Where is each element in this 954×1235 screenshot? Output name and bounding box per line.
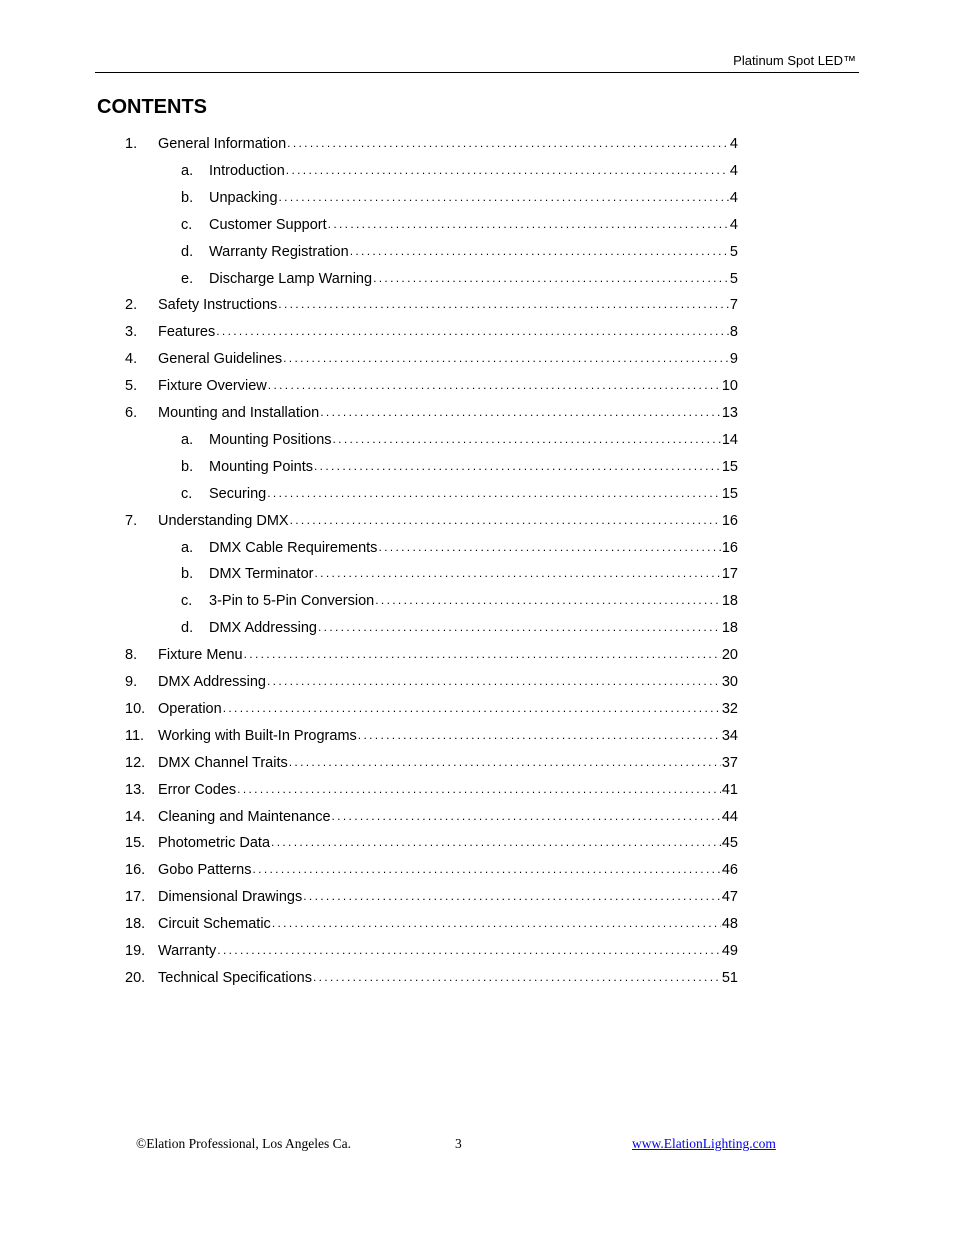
- toc-entry-number: 17.: [125, 889, 146, 906]
- toc-entry-page: 45: [721, 835, 738, 852]
- toc-entry[interactable]: [125, 967, 738, 989]
- toc-entry[interactable]: [125, 671, 738, 693]
- toc-entry-number: b.: [181, 189, 194, 206]
- toc-dot-leader: [278, 297, 729, 313]
- toc-entry[interactable]: [125, 375, 738, 397]
- toc-dot-leader: [328, 217, 729, 233]
- toc-dot-leader: [279, 190, 729, 206]
- toc-entry-title: DMX Channel Traits: [158, 754, 288, 771]
- header-rule: [95, 72, 859, 73]
- toc-entry-page: 13: [721, 405, 738, 421]
- toc-entry-number: a.: [181, 539, 194, 556]
- toc-entry-title: Gobo Patterns: [158, 862, 252, 879]
- toc-entry-number: a.: [181, 431, 194, 448]
- toc-entry-page: 7: [729, 297, 738, 314]
- toc-entry-number: 3.: [125, 324, 138, 341]
- toc-dot-leader: [267, 486, 721, 502]
- toc-entry-number: d.: [181, 243, 194, 260]
- toc-entry-number: e.: [181, 270, 194, 287]
- toc-entry-page: 16: [721, 512, 738, 529]
- toc-entry-page: 4: [729, 162, 738, 179]
- toc-entry[interactable]: [181, 268, 738, 290]
- toc-dot-leader: [350, 244, 729, 260]
- toc-entry[interactable]: [181, 429, 738, 451]
- footer-copyright: ©Elation Professional, Los Angeles Ca.: [136, 1136, 351, 1151]
- toc-entry-number: 9.: [125, 674, 138, 690]
- toc-entry-number: c.: [181, 485, 193, 502]
- toc-entry[interactable]: [125, 940, 738, 962]
- contents-heading: CONTENTS: [97, 96, 207, 118]
- toc-entry-page: 18: [721, 620, 738, 637]
- toc-entry[interactable]: [125, 779, 738, 801]
- toc-dot-leader: [332, 809, 721, 825]
- toc-entry-title: Unpacking: [209, 189, 278, 206]
- toc-dot-leader: [358, 728, 721, 744]
- toc-entry[interactable]: [181, 590, 738, 612]
- toc-dot-leader: [217, 943, 721, 959]
- toc-entry-title: Technical Specifications: [158, 969, 312, 986]
- toc-entry-number: 5.: [125, 378, 138, 395]
- toc-dot-leader: [244, 647, 721, 663]
- toc-entry-number: 18.: [125, 916, 146, 933]
- toc-entry-page: 30: [721, 674, 738, 690]
- toc-entry-page: 15: [721, 485, 738, 502]
- toc-entry[interactable]: [125, 886, 738, 908]
- toc-entry-title: Photometric Data: [158, 835, 271, 852]
- toc-entry-number: 13.: [125, 781, 146, 798]
- toc-entry-title: DMX Terminator: [209, 566, 314, 583]
- toc-dot-leader: [378, 540, 720, 556]
- toc-dot-leader: [313, 970, 721, 986]
- toc-entry-number: 6.: [125, 405, 138, 421]
- toc-entry-page: 9: [729, 351, 738, 368]
- toc-entry[interactable]: [125, 752, 738, 774]
- toc-entry-title: Working with Built-In Programs: [158, 727, 357, 744]
- toc-entry-number: 14.: [125, 808, 146, 825]
- toc-entry[interactable]: [125, 510, 738, 532]
- toc-entry[interactable]: [181, 483, 738, 505]
- toc-entry[interactable]: [125, 644, 738, 666]
- toc-entry-page: 41: [721, 781, 738, 798]
- toc-entry-title: Warranty Registration: [209, 243, 349, 260]
- toc-dot-leader: [375, 593, 721, 609]
- toc-dot-leader: [303, 889, 721, 905]
- toc-dot-leader: [333, 432, 721, 448]
- toc-dot-leader: [253, 862, 721, 878]
- toc-entry-number: 4.: [125, 351, 138, 368]
- toc-dot-leader: [314, 459, 721, 475]
- toc-dot-leader: [267, 674, 721, 690]
- toc-dot-leader: [287, 136, 729, 152]
- toc-entry[interactable]: [181, 563, 738, 585]
- toc-entry[interactable]: [125, 806, 738, 828]
- toc-entry-title: Mounting Positions: [209, 431, 332, 448]
- toc-dot-leader: [283, 351, 729, 367]
- toc-dot-leader: [373, 271, 729, 287]
- toc-entry-title: General Guidelines: [158, 351, 283, 368]
- toc-entry[interactable]: [181, 160, 738, 182]
- toc-entry-title: Customer Support: [209, 216, 327, 233]
- header-title: Platinum Spot LED™: [733, 53, 856, 68]
- toc-entry-number: 15.: [125, 835, 146, 852]
- toc-entry[interactable]: [125, 321, 738, 343]
- toc-entry-number: 7.: [125, 512, 138, 529]
- toc-entry-number: 19.: [125, 943, 146, 959]
- toc-dot-leader: [237, 782, 721, 798]
- toc-dot-leader: [314, 566, 720, 582]
- toc-entry[interactable]: [125, 348, 738, 370]
- toc-entry-page: 8: [729, 324, 738, 341]
- toc-entry[interactable]: [125, 133, 738, 155]
- toc-entry[interactable]: [125, 913, 738, 935]
- toc-entry-number: 1.: [125, 136, 138, 152]
- toc-entry[interactable]: [125, 725, 738, 747]
- toc-entry-title: DMX Cable Requirements: [209, 539, 378, 556]
- toc-entry-page: 48: [721, 916, 738, 933]
- toc-entry-number: b.: [181, 458, 194, 475]
- toc-dot-leader: [286, 163, 729, 179]
- toc-entry[interactable]: [125, 402, 738, 424]
- toc-entry-title: Understanding DMX: [158, 512, 289, 529]
- toc-entry-title: General Information: [158, 136, 287, 152]
- toc-entry-number: 2.: [125, 297, 138, 314]
- toc-entry-page: 44: [721, 808, 738, 825]
- toc-entry-page: 34: [721, 727, 738, 744]
- toc-entry-page: 37: [721, 754, 738, 771]
- toc-entry-title: Introduction: [209, 162, 285, 179]
- toc-entry-title: Error Codes: [158, 781, 237, 798]
- toc-entry-title: DMX Addressing: [209, 620, 317, 637]
- toc-entry-page: 49: [721, 943, 738, 959]
- toc-dot-leader: [268, 378, 721, 394]
- toc-entry-number: 12.: [125, 754, 146, 771]
- toc-entry-page: 14: [721, 431, 738, 448]
- toc-entry-title: Cleaning and Maintenance: [158, 808, 331, 825]
- toc-entry-title: Discharge Lamp Warning: [209, 270, 373, 287]
- toc-entry-number: 8.: [125, 647, 138, 664]
- toc-dot-leader: [318, 620, 721, 636]
- toc-entry-title: Features: [158, 324, 216, 341]
- toc-entry[interactable]: [125, 832, 738, 854]
- toc-entry-title: Fixture Overview: [158, 378, 267, 395]
- toc-entry-number: 11.: [125, 727, 145, 744]
- toc-entry[interactable]: [125, 859, 738, 881]
- toc-entry-number: 16.: [125, 862, 146, 879]
- toc-dot-leader: [289, 755, 721, 771]
- toc-entry-page: 20: [721, 647, 738, 664]
- toc-entry-number: a.: [181, 162, 194, 179]
- toc-entry-page: 4: [729, 136, 738, 152]
- footer-page-number: 3: [455, 1136, 462, 1151]
- toc-entry[interactable]: [125, 698, 738, 720]
- toc-entry-title: Warranty: [158, 943, 217, 959]
- toc-entry-number: b.: [181, 566, 194, 583]
- toc-entry-title: Dimensional Drawings: [158, 889, 303, 906]
- toc-entry-page: 4: [729, 216, 738, 233]
- toc-entry-page: 4: [729, 189, 738, 206]
- toc-entry-title: Safety Instructions: [158, 297, 278, 314]
- toc-entry-page: 18: [721, 593, 738, 610]
- toc-entry-title: Mounting and Installation: [158, 405, 320, 421]
- toc-entry-number: 20.: [125, 969, 146, 986]
- toc-entry[interactable]: [181, 456, 738, 478]
- toc-entry-number: d.: [181, 620, 194, 637]
- toc-entry-title: Operation: [158, 700, 222, 717]
- toc-entry-title: Fixture Menu: [158, 647, 243, 664]
- toc-dot-leader: [320, 405, 721, 421]
- toc-entry-page: 17: [721, 566, 738, 583]
- toc-entry-page: 5: [729, 270, 738, 287]
- toc-entry-title: Circuit Schematic: [158, 916, 271, 933]
- footer-website-link[interactable]: www.ElationLighting.com: [632, 1136, 776, 1151]
- toc-entry-page: 10: [721, 378, 738, 395]
- toc-entry-title: Securing: [209, 485, 267, 502]
- toc-entry-number: 10.: [125, 700, 146, 717]
- toc-entry-title: 3-Pin to 5-Pin Conversion: [209, 593, 375, 610]
- toc-entry[interactable]: [181, 187, 738, 209]
- toc-dot-leader: [272, 916, 721, 932]
- toc-entry-page: 32: [721, 700, 738, 717]
- toc-entry-title: Mounting Points: [209, 458, 313, 475]
- toc-entry-number: c.: [181, 216, 193, 233]
- toc-entry-number: c.: [181, 593, 193, 610]
- toc-dot-leader: [271, 835, 721, 851]
- toc-entry-page: 46: [721, 862, 738, 879]
- toc-entry-page: 15: [721, 458, 738, 475]
- toc-entry[interactable]: [181, 537, 738, 559]
- toc-entry[interactable]: [181, 241, 738, 263]
- toc-entry-page: 5: [729, 243, 738, 260]
- toc-entry-page: 16: [721, 539, 738, 556]
- toc-entry-page: 47: [721, 889, 738, 906]
- toc-entry[interactable]: [181, 617, 738, 639]
- toc-entry[interactable]: [125, 294, 738, 316]
- toc-dot-leader: [216, 324, 729, 340]
- toc-dot-leader: [290, 513, 721, 529]
- toc-entry-title: DMX Addressing: [158, 674, 266, 690]
- toc-dot-leader: [223, 701, 721, 717]
- toc-entry-page: 51: [721, 969, 738, 986]
- toc-entry[interactable]: [181, 214, 738, 236]
